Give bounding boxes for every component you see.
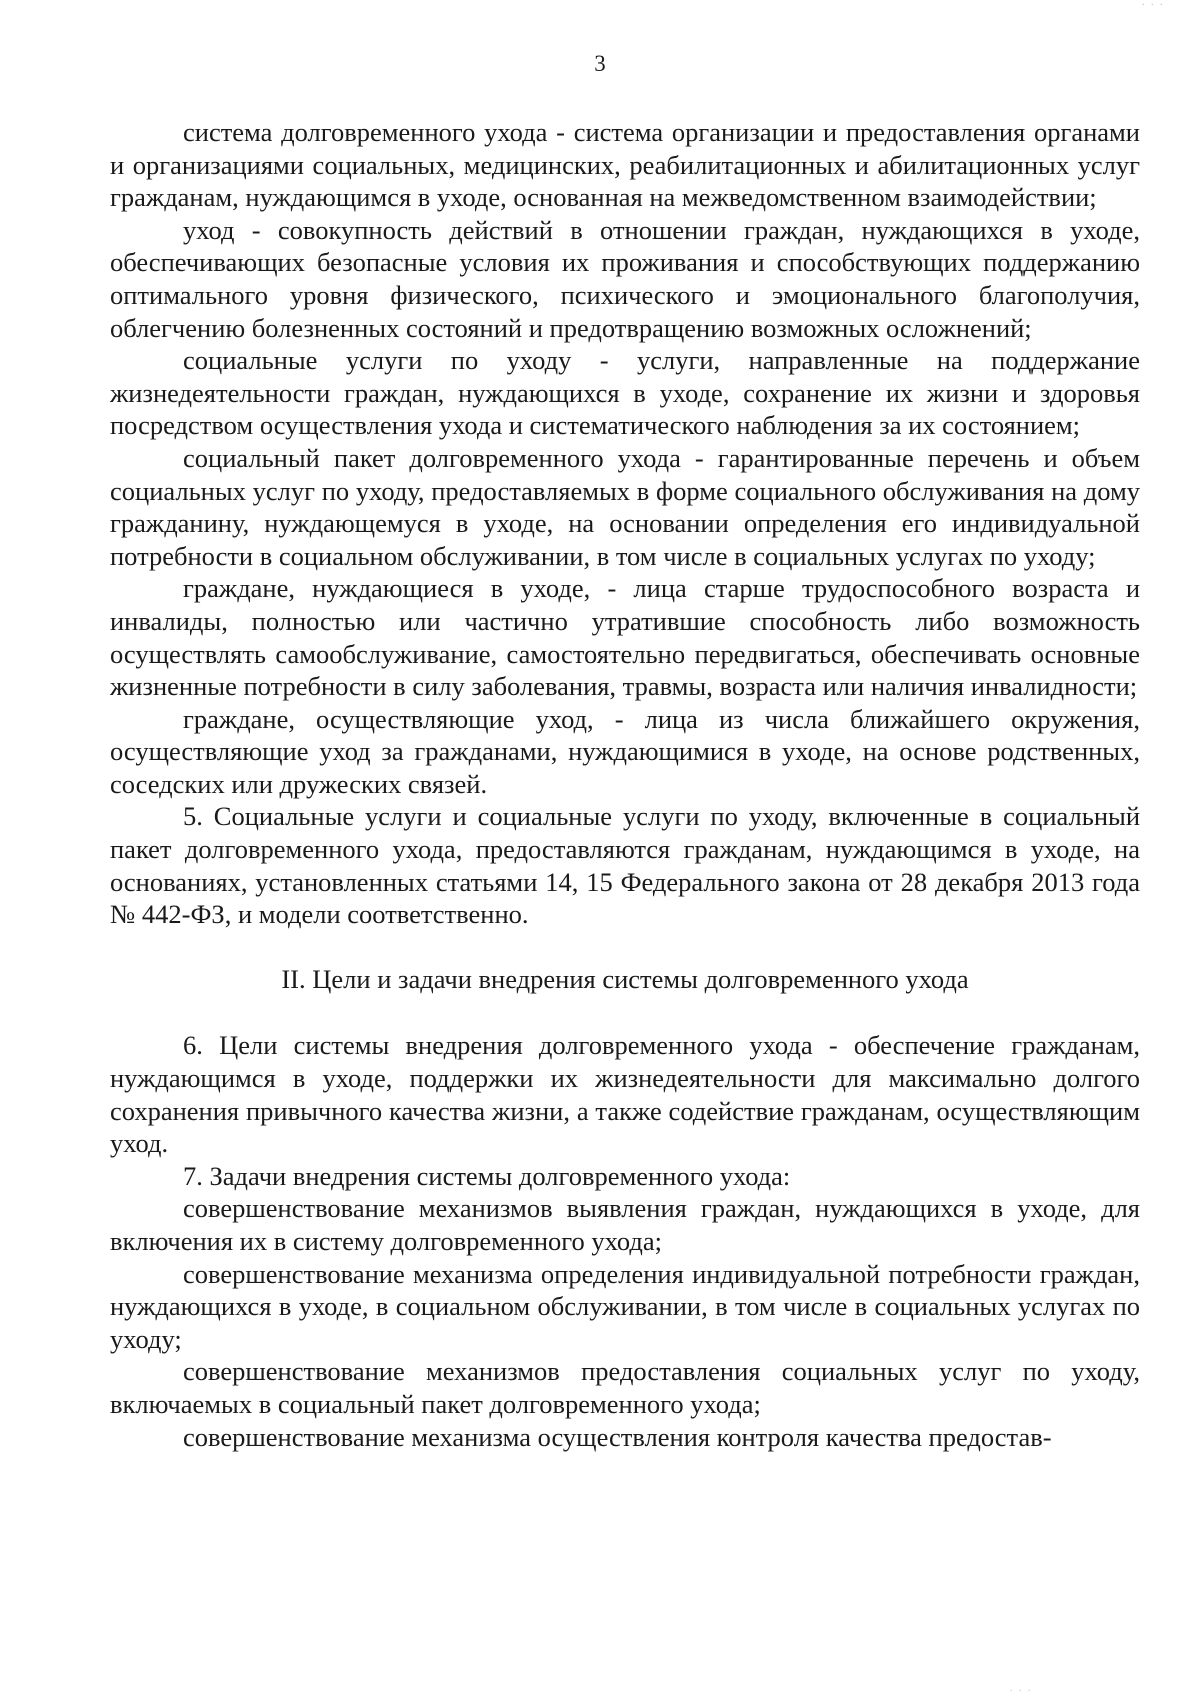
- scan-artifact-top: . . .: [1142, 0, 1165, 8]
- paragraph-task-service-provision: совершенствование механизмов предоставления социальных услуг по уходу, включаемых в социальный пакет долговременного ухода;: [110, 1356, 1140, 1419]
- paragraph-task-identification: совершенствование механизмов выявления граждан, нуждающихся в уходе, для включения их в систему долговременного ухода;: [110, 1193, 1140, 1256]
- scan-artifact-bottom: . . .: [1010, 1683, 1033, 1694]
- paragraph-item-6: 6. Цели системы внедрения долговременного ухода - обеспечение гражданам, нуждающимся в уходе, поддержки их жизнедеятельности для максимально долгого сохранения привычного качества жизни, а также содействие гражданам, осуществляющим уход.: [110, 1030, 1140, 1159]
- paragraph-definition-care: уход - совокупность действий в отношении граждан, нуждающихся в уходе, обеспечивающих безопасные условия их проживания и способствующих поддержанию оптимального уровня физического, психического и эмоционального благополучия, облегчению болезненных состояний и предотвращению возможных осложнений;: [110, 214, 1140, 343]
- paragraph-definition-ltc-system: система долговременного ухода - система организации и предоставления органами и организациями социальных, медицинских, реабилитационных и абилитационных услуг гражданам, нуждающимся в уходе, основанная на межведомственном взаимодействии;: [110, 117, 1140, 213]
- section-heading: II. Цели и задачи внедрения системы долговременного ухода: [281, 963, 969, 994]
- page-number: 3: [594, 51, 606, 76]
- paragraph-definition-caregivers: граждане, осуществляющие уход, - лица из числа ближайшего окружения, осуществляющие уход за гражданами, нуждающимися в уходе, на основе родственных, соседских или дружеских связей.: [110, 703, 1140, 799]
- paragraph-item-5: 5. Социальные услуги и социальные услуги по уходу, включенные в социальный пакет долговременного ухода, предоставляются гражданам, нуждающимся в уходе, на основаниях, установленных статьями 14, 15 Федерального закона от 28 декабря 2013 года № 442-ФЗ, и модели соответственно.: [110, 801, 1140, 930]
- paragraph-definition-care-services: социальные услуги по уходу - услуги, направленные на поддержание жизнедеятельности граждан, нуждающихся в уходе, сохранение их жизни и здоровья посредством осуществления ухода и систематического наблюдения за их состоянием;: [110, 345, 1140, 441]
- paragraph-definition-social-package: социальный пакет долговременного ухода - гарантированные перечень и объем социальных услуг по уходу, предоставляемых в форме социального обслуживания на дому гражданину, нуждающемуся в уходе, на основании определения его индивидуальной потребности в социальном обслуживании, в том числе в социальных услугах по уходу;: [110, 442, 1140, 571]
- paragraph-task-quality-control: совершенствование механизма осуществления контроля качества предостав-: [183, 1421, 1052, 1452]
- paragraph-item-7: 7. Задачи внедрения системы долговременного ухода:: [183, 1160, 791, 1191]
- paragraph-definition-citizens-needing-care: граждане, нуждающиеся в уходе, - лица старше трудоспособного возраста и инвалиды, полностью или частично утратившие способность либо возможность осуществлять самообслуживание, самостоятельно передвигаться, обеспечивать основные жизненные потребности в силу заболевания, травмы, возраста или наличия инвалидности;: [110, 573, 1140, 702]
- document-body: [110, 116, 1140, 1453]
- paragraph-task-needs-assessment: совершенствование механизма определения индивидуальной потребности граждан, нуждающихся в уходе, в социальном обслуживании, в том числе в социальных услугах по уходу;: [110, 1258, 1140, 1354]
